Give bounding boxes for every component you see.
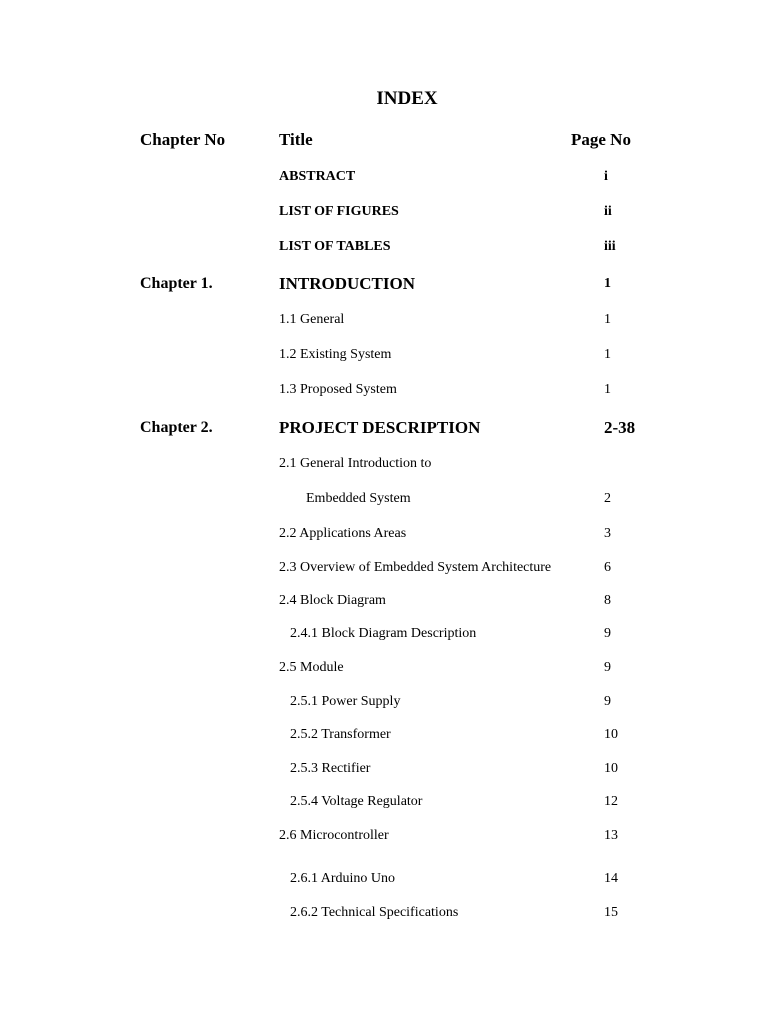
toc-entry-page: 1: [604, 382, 611, 397]
toc-entry-title: LIST OF TABLES: [279, 239, 391, 254]
chapter-title: INTRODUCTION: [279, 274, 416, 293]
chapter-title: PROJECT DESCRIPTION: [279, 418, 481, 437]
chapter-label: Chapter 1.: [140, 275, 213, 292]
toc-entry-title: 2.4 Block Diagram: [279, 593, 386, 608]
chapter-page: 1: [604, 276, 611, 291]
toc-entry-title: 2.5.2 Transformer: [290, 727, 391, 742]
toc-entry-page: 12: [604, 794, 618, 809]
toc-entry-title: 2.6.1 Arduino Uno: [290, 871, 395, 886]
toc-entry-title: ABSTRACT: [279, 169, 356, 184]
toc-entry-title: 2.4.1 Block Diagram Description: [290, 626, 477, 641]
toc-entry-title: 2.5.4 Voltage Regulator: [290, 794, 423, 809]
toc-entry-page: 6: [604, 560, 611, 575]
toc-entry-title: 1.3 Proposed System: [279, 382, 397, 397]
toc-entry-page: 2: [604, 491, 611, 506]
toc-entry-title: 2.2 Applications Areas: [279, 526, 407, 541]
toc-entry-page: 13: [604, 828, 618, 843]
toc-entry-title: Embedded System: [306, 491, 411, 506]
toc-entry-page: 15: [604, 905, 618, 920]
toc-entry-title: 2.1 General Introduction to: [279, 456, 432, 471]
header-chapter-no: Chapter No: [140, 130, 226, 149]
toc-entry-page: 1: [604, 347, 611, 362]
toc-entry-page: iii: [604, 239, 616, 254]
toc-entry-title: 2.6.2 Technical Specifications: [290, 905, 459, 920]
chapter-label: Chapter 2.: [140, 419, 213, 436]
toc-entry-page: 10: [604, 727, 618, 742]
chapter-page: 2-38: [604, 418, 636, 437]
header-page-no: Page No: [571, 130, 631, 149]
toc-entry-title: 1.2 Existing System: [279, 347, 392, 362]
toc-entry-page: 14: [604, 871, 618, 886]
toc-entry-title: 2.5.3 Rectifier: [290, 761, 371, 776]
toc-entry-page: 9: [604, 660, 611, 675]
toc-entry-page: ii: [604, 204, 612, 219]
toc-entry-title: 2.6 Microcontroller: [279, 828, 389, 843]
toc-entry-title: 2.3 Overview of Embedded System Architecture: [279, 560, 552, 575]
toc-entry-page: 3: [604, 526, 611, 541]
toc-entry-page: 9: [604, 626, 611, 641]
header-title: Title: [279, 130, 313, 149]
page-title: INDEX: [376, 88, 438, 109]
toc-entry-title: LIST OF FIGURES: [279, 204, 399, 219]
toc-entry-title: 1.1 General: [279, 312, 345, 327]
toc-entry-title: 2.5 Module: [279, 660, 344, 675]
toc-entry-page: 8: [604, 593, 611, 608]
toc-entry-page: 1: [604, 312, 611, 327]
toc-entry-page: i: [604, 169, 608, 184]
toc-entry-title: 2.5.1 Power Supply: [290, 694, 401, 709]
toc-entry-page: 9: [604, 694, 611, 709]
toc-entry-page: 10: [604, 761, 618, 776]
